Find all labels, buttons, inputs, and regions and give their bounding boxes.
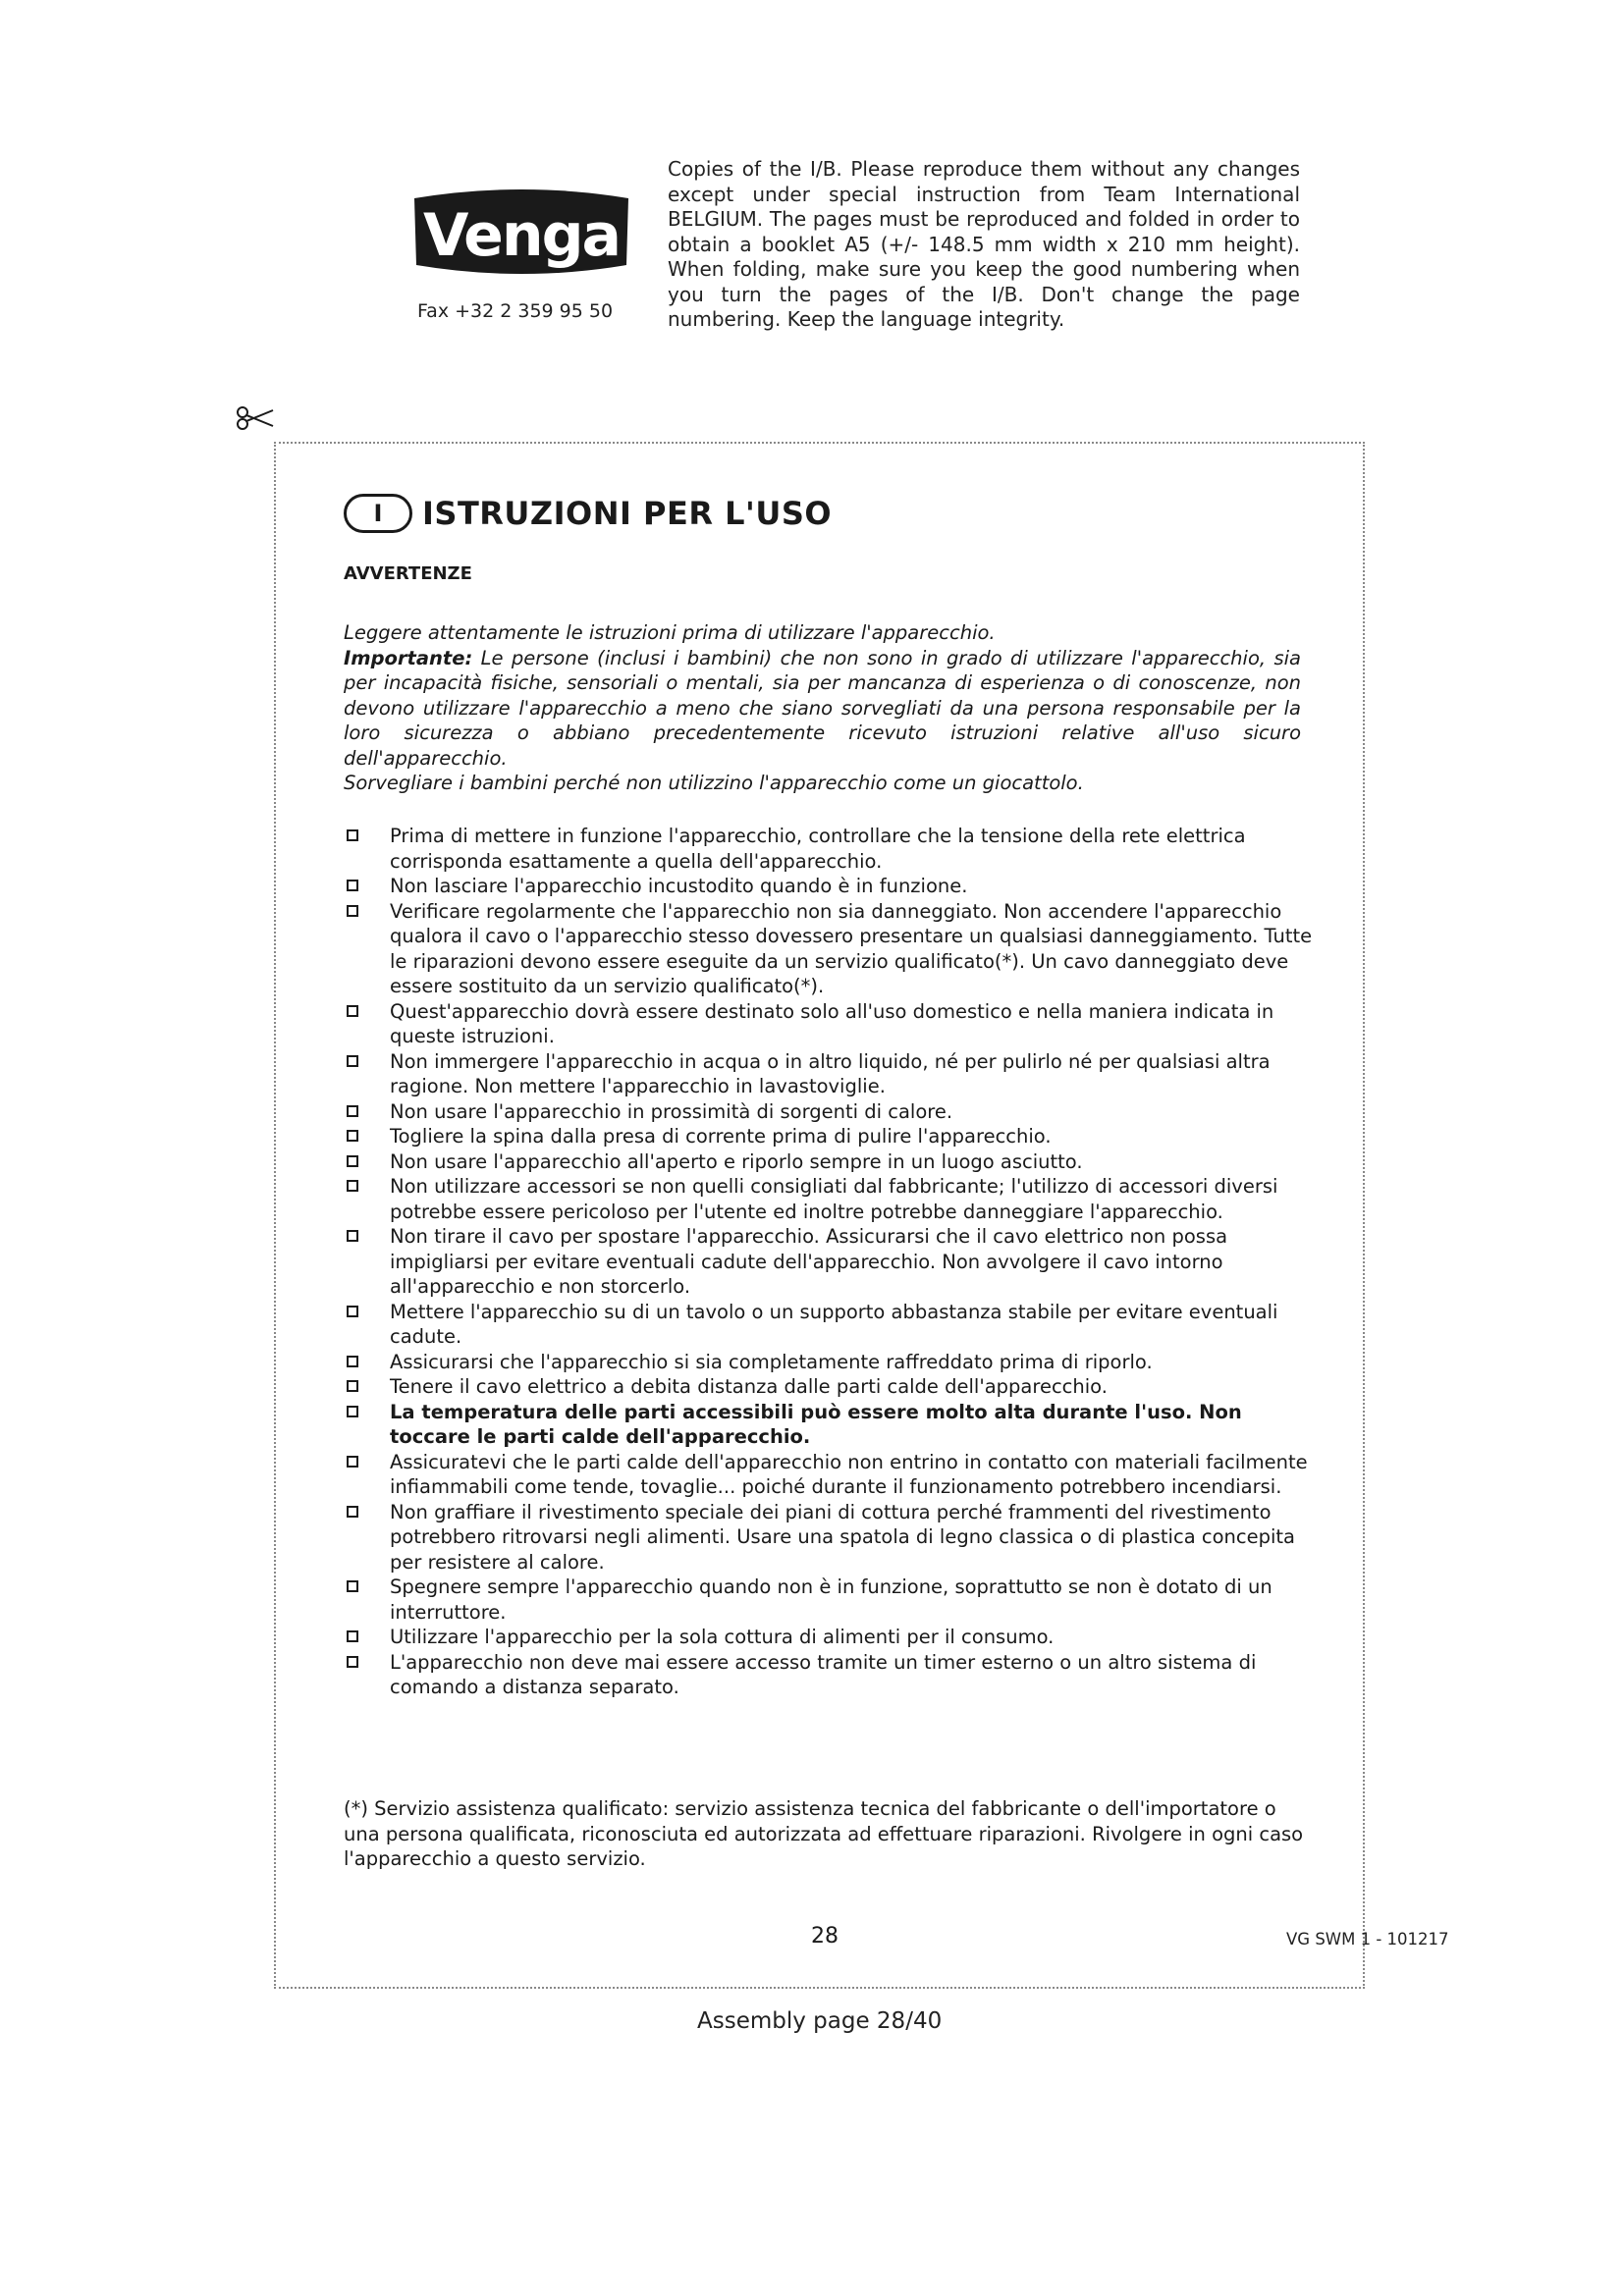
- reproduction-note: Copies of the I/B. Please reproduce them without any changes except under special instruction from Team International BELGIUM. The pages must be reproduced and folded in order to obtain a booklet A5 (+/- 148.5 mm width x 210 mm height). When folding, make sure you keep the good numbering when you turn the pages of the I/B. Don't change the page numbering. Keep the language integrity.: [668, 157, 1300, 331]
- list-item: Non usare l'apparecchio in prossimità di sorgenti di calore.: [344, 1099, 1326, 1125]
- document-code: VG SWM 1 - 101217: [1286, 1930, 1449, 1949]
- checkbox-bullet-icon: [347, 1380, 358, 1392]
- checkbox-bullet-icon: [347, 1005, 358, 1017]
- checkbox-bullet-icon: [347, 1105, 358, 1117]
- fax-number: Fax +32 2 359 95 50: [417, 300, 614, 322]
- checkbox-bullet-icon: [347, 1656, 358, 1668]
- list-item: L'apparecchio non deve mai essere accesso tramite un timer esterno o un altro sistema di comando a distanza separato.: [344, 1650, 1326, 1700]
- list-item: Spegnere sempre l'apparecchio quando non è in funzione, soprattutto se non è dotato di un interruttore.: [344, 1575, 1326, 1625]
- list-item: Utilizzare l'apparecchio per la sola cottura di alimenti per il consumo.: [344, 1625, 1326, 1650]
- intro-block: [344, 620, 1301, 796]
- list-item: Non usare l'apparecchio all'aperto e riporlo sempre in un luogo asciutto.: [344, 1149, 1326, 1175]
- list-item: Quest'apparecchio dovrà essere destinato solo all'uso domestico e nella maniera indicata in queste istruzioni.: [344, 999, 1326, 1049]
- important-label: Importante:: [344, 646, 473, 669]
- venga-logo: [410, 185, 632, 283]
- checkbox-bullet-icon: [347, 1180, 358, 1192]
- scissors-icon: [236, 404, 275, 432]
- language-badge: I: [344, 494, 412, 533]
- list-item: Assicuratevi che le parti calde dell'apparecchio non entrino in contatto con materiali facilmente infiammabili come tende, tovaglie... poiché durante il funzionamento potrebbero incendiarsi.: [344, 1450, 1326, 1500]
- warnings-heading: AVVERTENZE: [344, 563, 472, 584]
- list-item: Non lasciare l'apparecchio incustodito quando è in funzione.: [344, 874, 1326, 899]
- checkbox-bullet-icon: [347, 1456, 358, 1468]
- checkbox-bullet-icon: [347, 1630, 358, 1642]
- svg-text:Venga: Venga: [423, 201, 620, 270]
- checkbox-bullet-icon: [347, 1306, 358, 1317]
- checkbox-bullet-icon: [347, 829, 358, 841]
- checkbox-bullet-icon: [347, 1055, 358, 1067]
- checkbox-bullet-icon: [347, 905, 358, 917]
- list-item: Non utilizzare accessori se non quelli consigliati dal fabbricante; l'utilizzo di accessori diversi potrebbe essere pericoloso per l'utente ed inoltre potrebbe danneggiare l'apparecchio.: [344, 1174, 1326, 1224]
- service-footnote: (*) Servizio assistenza qualificato: servizio assistenza tecnica del fabbricante o dell'importatore o una persona qualificata, riconosciuta ed autorizzata ad effettuare riparazioni. Rivolgere in ogni caso l'apparecchio a questo servizio.: [344, 1797, 1304, 1870]
- checkbox-bullet-icon: [347, 1506, 358, 1518]
- page-number: 28: [811, 1924, 839, 1949]
- important-paragraph: [344, 646, 1301, 772]
- list-item: Non tirare il cavo per spostare l'apparecchio. Assicurarsi che il cavo elettrico non possa impigliarsi per evitare eventuali cadute dell'apparecchio. Non avvolgere il cavo intorno all'apparecchio e non storcerlo.: [344, 1224, 1326, 1300]
- list-item-emphasis: La temperatura delle parti accessibili può essere molto alta durante l'uso. Non toccare le parti calde dell'apparecchio.: [344, 1400, 1326, 1450]
- page-title: ISTRUZIONI PER L'USO: [422, 495, 833, 532]
- checkbox-bullet-icon: [347, 1356, 358, 1367]
- checkbox-bullet-icon: [347, 1406, 358, 1417]
- list-item: Mettere l'apparecchio su di un tavolo o un supporto abbastanza stabile per evitare eventuali cadute.: [344, 1300, 1326, 1350]
- list-item: Non immergere l'apparecchio in acqua o in altro liquido, né per pulirlo né per qualsiasi altra ragione. Non mettere l'apparecchio in lavastoviglie.: [344, 1049, 1326, 1099]
- checkbox-bullet-icon: [347, 1580, 358, 1592]
- checkbox-bullet-icon: [347, 880, 358, 891]
- list-item: Non graffiare il rivestimento speciale dei piani di cottura perché frammenti del rivestimento potrebbero ritrovarsi negli alimenti. Usare una spatola di legno classica o di plastica concepita per resistere al calore.: [344, 1500, 1326, 1575]
- section-title-row: [344, 494, 832, 533]
- checkbox-bullet-icon: [347, 1230, 358, 1242]
- checkbox-bullet-icon: [347, 1130, 358, 1142]
- intro-line: Sorvegliare i bambini perché non utilizzino l'apparecchio come un giocattolo.: [344, 772, 1084, 794]
- list-item: Assicurarsi che l'apparecchio si sia completamente raffreddato prima di riporlo.: [344, 1350, 1326, 1375]
- list-item: Tenere il cavo elettrico a debita distanza dalle parti calde dell'apparecchio.: [344, 1374, 1326, 1400]
- list-item: Verificare regolarmente che l'apparecchio non sia danneggiato. Non accendere l'apparecchio qualora il cavo o l'apparecchio stesso dovessero presentare un qualsiasi danneggiamento. Tutte le riparazioni devono essere eseguite da un servizio qualificato(*). Un cavo danneggiato deve essere sostituito da un servizio qualificato(*).: [344, 899, 1326, 999]
- checkbox-bullet-icon: [347, 1155, 358, 1167]
- important-text: Le persone (inclusi i bambini) che non sono in grado di utilizzare l'apparecchio, sia per incapacità fisiche, sensoriali o mentali, sia per mancanza di esperienza o di conoscenze, non devono utilizzare l'apparecchio a meno che siano sorvegliati da una persona responsabile per la loro sicurezza o abbiano precedentemente ricevuto istruzioni relative all'uso sicuro dell'apparecchio.: [344, 646, 1301, 770]
- intro-line: Leggere attentamente le istruzioni prima di utilizzare l'apparecchio.: [344, 621, 996, 644]
- warnings-list: [344, 824, 1326, 1700]
- assembly-page-label: Assembly page 28/40: [697, 2008, 943, 2034]
- list-item: Prima di mettere in funzione l'apparecchio, controllare che la tensione della rete elettrica corrisponda esattamente a quella dell'apparecchio.: [344, 824, 1326, 874]
- list-item: Togliere la spina dalla presa di corrente prima di pulire l'apparecchio.: [344, 1124, 1326, 1149]
